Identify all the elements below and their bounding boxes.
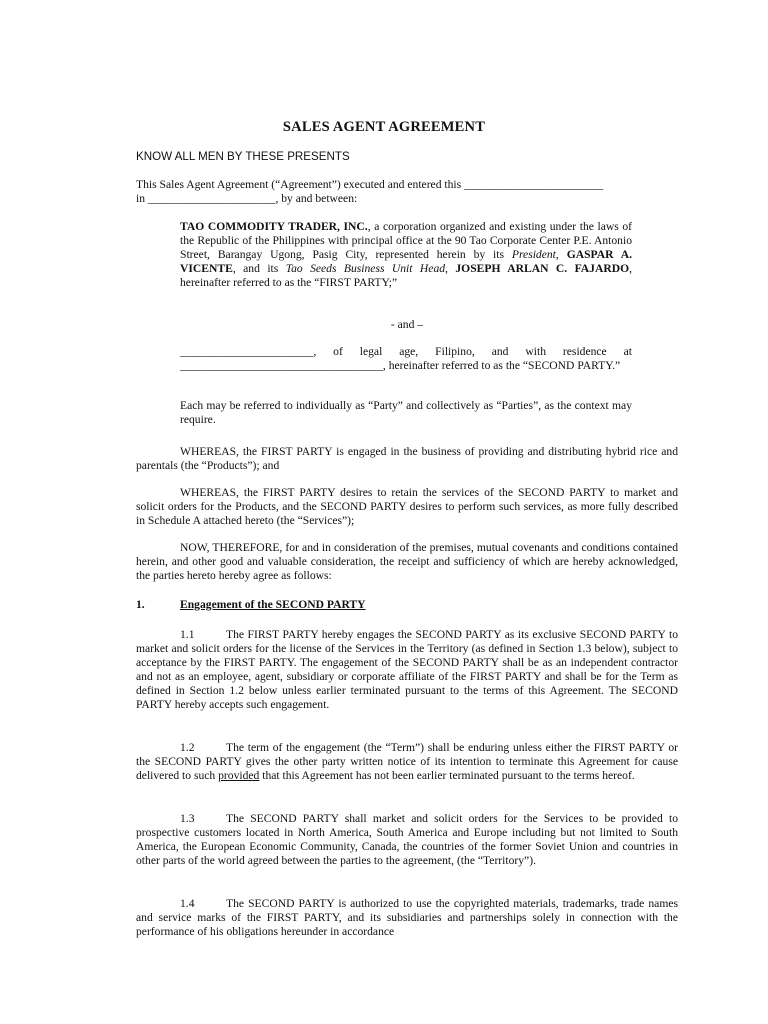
first-party-person-2: JOSEPH ARLAN C. FAJARDO [455,262,630,275]
first-party-role-unit-head: Tao Seeds Business Unit Head [285,262,446,275]
clause-1-4-text: The SECOND PARTY is authorized to use the copyrighted materials, trademarks, trade names and service marks of the FIRST PARTY, and its subsidiaries and partnerships solely in connection with the performance of his obligations hereunder in accordance [136,897,678,938]
section-1-title: Engagement of the SECOND PARTY [180,598,366,611]
first-party-sep-3: , [445,262,456,275]
first-party-role-president: President [511,248,556,261]
clause-1-2-text-b: that this Agreement has not been earlier terminated pursuant to the terms hereof. [259,769,635,782]
clause-1-1-text: The FIRST PARTY hereby engages the SECOND PARTY as its exclusive SECOND PARTY to market and solicit orders for the license of the Services in the Territory (as defined in Section 1.3 below), subject to acceptance by the FIRST PARTY. The engagement of the SECOND PARTY shall be as an independent contractor and not as an employee, agent, subsidiary or corporate affiliate of the FIRST PARTY and shall be for the Term as defined in Section 1.2 below unless earlier terminated pursuant to the terms of this Agreement. The SECOND PARTY hereby accepts such engagement. [136,628,678,711]
clause-1-4 [136,897,678,939]
clause-1-1-number: 1.1 [180,628,195,641]
know-all-men-line: KNOW ALL MEN BY THESE PRESENTS [136,150,350,163]
clause-1-2-text-a: The term of the engagement (the “Term”) shall be enduring unless either the FIRST PARTY or the SECOND PARTY gives the other party written notice of its intention to terminate this Agreement for cause delivered to such [136,741,678,782]
clause-1-1 [136,628,678,712]
clause-1-3-number: 1.3 [180,812,195,825]
first-party-paragraph [180,220,632,290]
clause-1-2-number: 1.2 [180,741,195,754]
first-party-person-1: GASPAR A. VICENTE [180,248,632,275]
first-party-sep-1: , [555,248,567,261]
now-therefore-paragraph: NOW, THEREFORE, for and in consideration of the premises, mutual covenants and conditions contained herein, and other good and valuable consideration, the receipt and sufficiency of which are hereby acknowledged, the parties hereto hereby agree as follows: [136,541,678,582]
intro-paragraph [136,178,678,206]
document-title: SALES AGENT AGREEMENT [282,119,486,135]
section-1-number: 1. [136,598,145,611]
first-party-sep-2: , and its [232,262,286,275]
whereas-paragraph-1: WHEREAS, the FIRST PARTY is engaged in the business of providing and distributing hybrid rice and parentals (the “Products”); and [136,445,678,472]
first-party-text-a: , a corporation organized and existing under the laws of the Republic of the Philippines with principal office at the 90 Tao Corporate Center P.E. Antonio Street, Barangay Ugong, Pasig City, represented herein by its [180,220,632,261]
clause-1-2-provided: provided [218,769,260,782]
intro-line-2: in ______________________, by and between: [136,192,358,205]
clause-1-2 [136,741,678,783]
second-party-paragraph: _______________________, of legal age, Filipino, and with residence at ___________________________________, hereinafter referred to as the “SECOND PARTY.” [180,345,632,372]
each-may-paragraph: Each may be referred to individually as “Party” and collectively as “Parties”, as the context may require. [180,399,632,426]
and-separator: - and – [390,318,424,331]
clause-1-4-number: 1.4 [180,897,195,910]
intro-line-1: This Sales Agent Agreement (“Agreement”) executed and entered this ________________________ [136,178,604,191]
whereas-paragraph-2: WHEREAS, the FIRST PARTY desires to retain the services of the SECOND PARTY to market and solicit orders for the Products, and the SECOND PARTY desires to perform such services, as more fully described in Schedule A attached hereto (the “Services”); [136,486,678,527]
section-1-heading [136,598,366,612]
first-party-name: TAO COMMODITY TRADER, INC. [180,220,368,233]
clause-1-3 [136,812,678,868]
first-party-text-b: , hereinafter referred to as the “FIRST PARTY;” [180,262,633,289]
clause-1-3-text: The SECOND PARTY shall market and solicit orders for the Services to be provided to prospective customers located in North America, South America and Europe including but not limited to South America, the European Economic Community, Canada, the countries of the former Soviet Union and countries in other parts of the world agreed between the parties to the agreement, (the “Territory”). [136,812,678,867]
